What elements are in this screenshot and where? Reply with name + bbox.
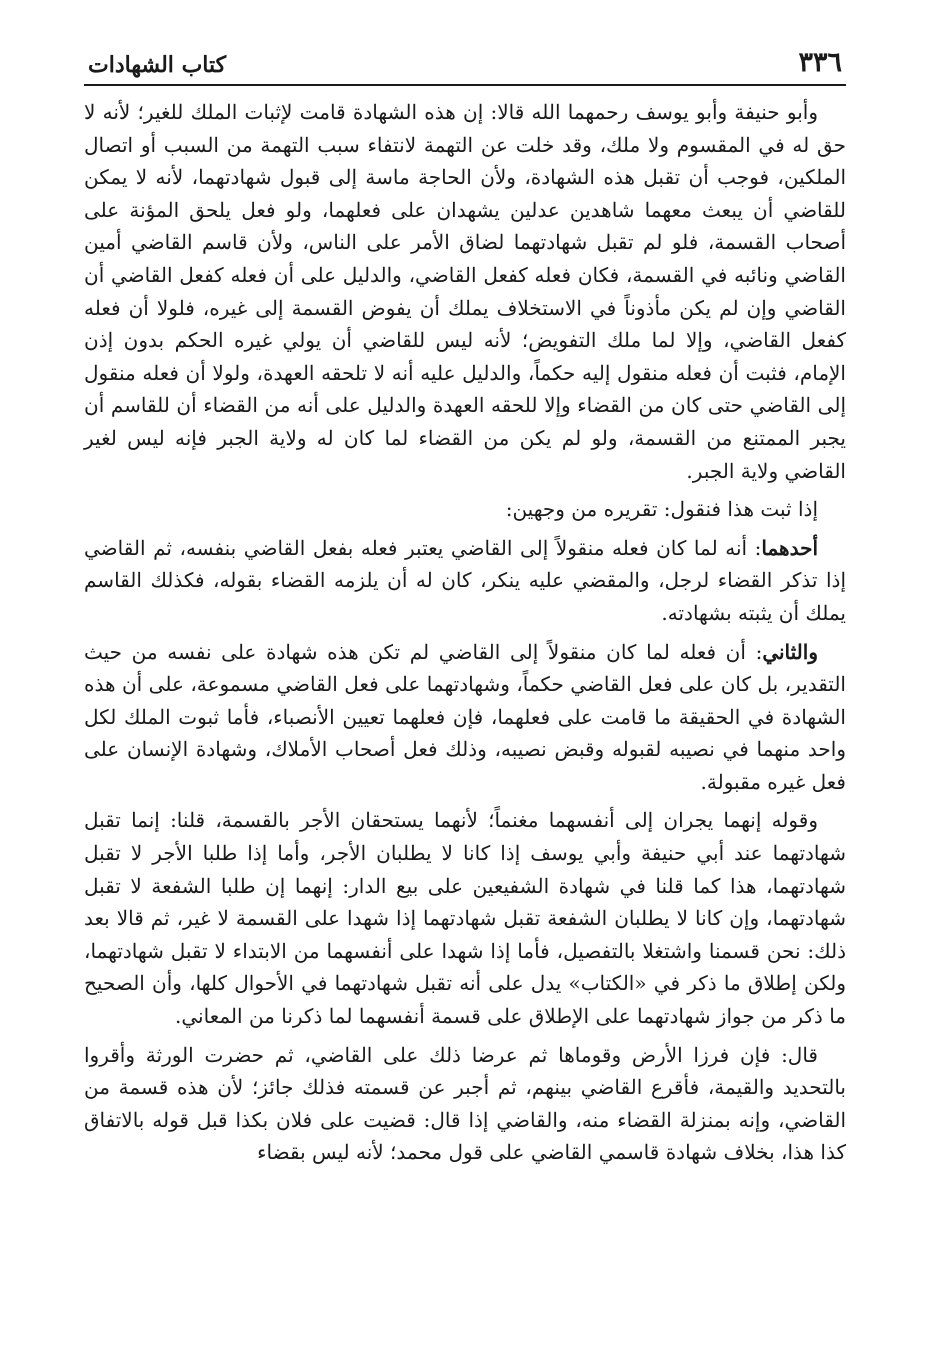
paragraph-text: إذا ثبت هذا فنقول: تقريره من وجهين: bbox=[505, 497, 818, 522]
page-number: ٣٣٦ bbox=[798, 47, 842, 78]
paragraph-6 bbox=[84, 1039, 846, 1169]
paragraph-text: : أن فعله لما كان منقولاً إلى القاضي لم تكن هذه شهادة على نفسه من حيث التقدير، بل كان على فعل القاضي حكماً، وشهادتهما على فعل القاضي مسموعة، على أن هذه الشهادة في الحقيقة ما قامت على فعلهما، فإن فعلهما تعيين الأنصباء، فأما ثبوت الملك لكل واحد منهما في نصيبه لقبوله وقبض نصيبه، وذلك فعل أصحاب الأملاك، وشهادة الإنسان على فعل غيره مقبولة. bbox=[84, 639, 846, 794]
paragraph-text: وقوله إنهما يجران إلى أنفسهما مغنماً؛ لأنهما يستحقان الأجر بالقسمة، قلنا: إنما تقبل شهادتهما عند أبي حنيفة وأبي يوسف إذا كانا لا يطلبان الأجر، وأما إذا طلبا الأجر لا تقبل شهادتهما، هذا كما قلنا في شهادة الشفيعين على بيع الدار: إنهما إن طلبا الشفعة لا تقبل شهادتهما، وإن كانا لا يطلبان الشفعة تقبل شهادتهما إذا شهدا على القسمة لا غير، ثم قالا بعد ذلك: نحن قسمنا واشتغلا بالتفصيل، فأما إذا شهدا على أنفسهما من الابتداء لا تقبل شهادتهما، ولكن إطلاق ما ذكر في «الكتاب» يدل على أنه تقبل شهادتهما في الأحوال كلها، وأن الصحيح ما ذكر من جواز شهادتهما على الإطلاق على قسمة أنفسهما لما ذكرنا من المعاني. bbox=[84, 808, 846, 1029]
paragraph-3 bbox=[84, 532, 846, 630]
paragraph-1 bbox=[84, 96, 846, 487]
body-text bbox=[84, 96, 846, 1169]
running-header bbox=[84, 34, 846, 86]
paragraph-5 bbox=[84, 804, 846, 1032]
paragraph-text: وأبو حنيفة وأبو يوسف رحمهما الله قالا: إن هذه الشهادة قامت لإثبات الملك للغير؛ لأنه لا حق له في المقسوم ولا ملك، وقد خلت عن التهمة لانتفاء سبب التهمة من السبب أو اتصال الملكين، فوجب أن تقبل هذه الشهادة، ولأن الحاجة ماسة إلى قبول شهادتهما، لأنه لا يمكن للقاضي أن يبعث معهما شاهدين عدلين يشهدان على فعلهما، ولو فعل يلحق المؤنة على أصحاب القسمة، فلو لم تقبل شهادتهما لضاق الأمر على الناس، ولأن قاسم القاضي أمين القاضي ونائبه في القسمة، فكان فعله كفعل القاضي، والدليل على أن فعله كفعل القاضي أن القاضي وإن لم يكن مأذوناً في الاستخلاف يملك أن يفوض القسمة إلى غيره، فلولا أن فعله كفعل القاضي، وإلا لما ملك التفويض؛ لأنه ليس للقاضي أن يولي غيره الحكم بدون إذن الإمام، فثبت أن فعله منقول إليه حكماً، والدليل عليه أنه لا تلحقه العهدة، ولولا أن فعله منقول إلى القاضي حتى كان من القضاء وإلا للحقه العهدة والدليل على أنه من القضاء أن للقاسم أن يجبر الممتنع من القسمة، ولو لم يكن من القضاء لما كان له ولاية الجبر فإنه ليس لغير القاضي ولاية الجبر. bbox=[84, 100, 847, 483]
paragraph-lead-term: أحدهما bbox=[761, 535, 818, 560]
paragraph-lead-term: والثاني bbox=[762, 639, 818, 664]
paragraph-text: : أنه لما كان فعله منقولاً إلى القاضي يعتبر فعله بفعل القاضي بنفسه، ثم القاضي إذا تذكر القضاء لرجل، والمقضي عليه ينكر، كان له أن يلزمه القضاء بقوله، فكذلك القاسم يملك أن يثبته بشهادته. bbox=[84, 535, 846, 625]
book-title: كتاب الشهادات bbox=[88, 52, 227, 78]
paragraph-2 bbox=[84, 493, 846, 526]
paragraph-4 bbox=[84, 636, 846, 799]
paragraph-text: قال: فإن فرزا الأرض وقوماها ثم عرضا ذلك على القاضي، ثم حضرت الورثة وأقروا بالتحديد والقيمة، فأقرع القاضي بينهم، ثم أجبر عن قسمته فذلك جائز؛ لأن هذه قسمة من القاضي، وإنه بمنزلة القضاء منه، والقاضي إذا قال: قضيت على فلان بكذا قبل قوله بالاتفاق كذا هذا، بخلاف شهادة قاسمي القاضي على قول محمد؛ لأنه ليس بقضاء bbox=[84, 1042, 846, 1165]
